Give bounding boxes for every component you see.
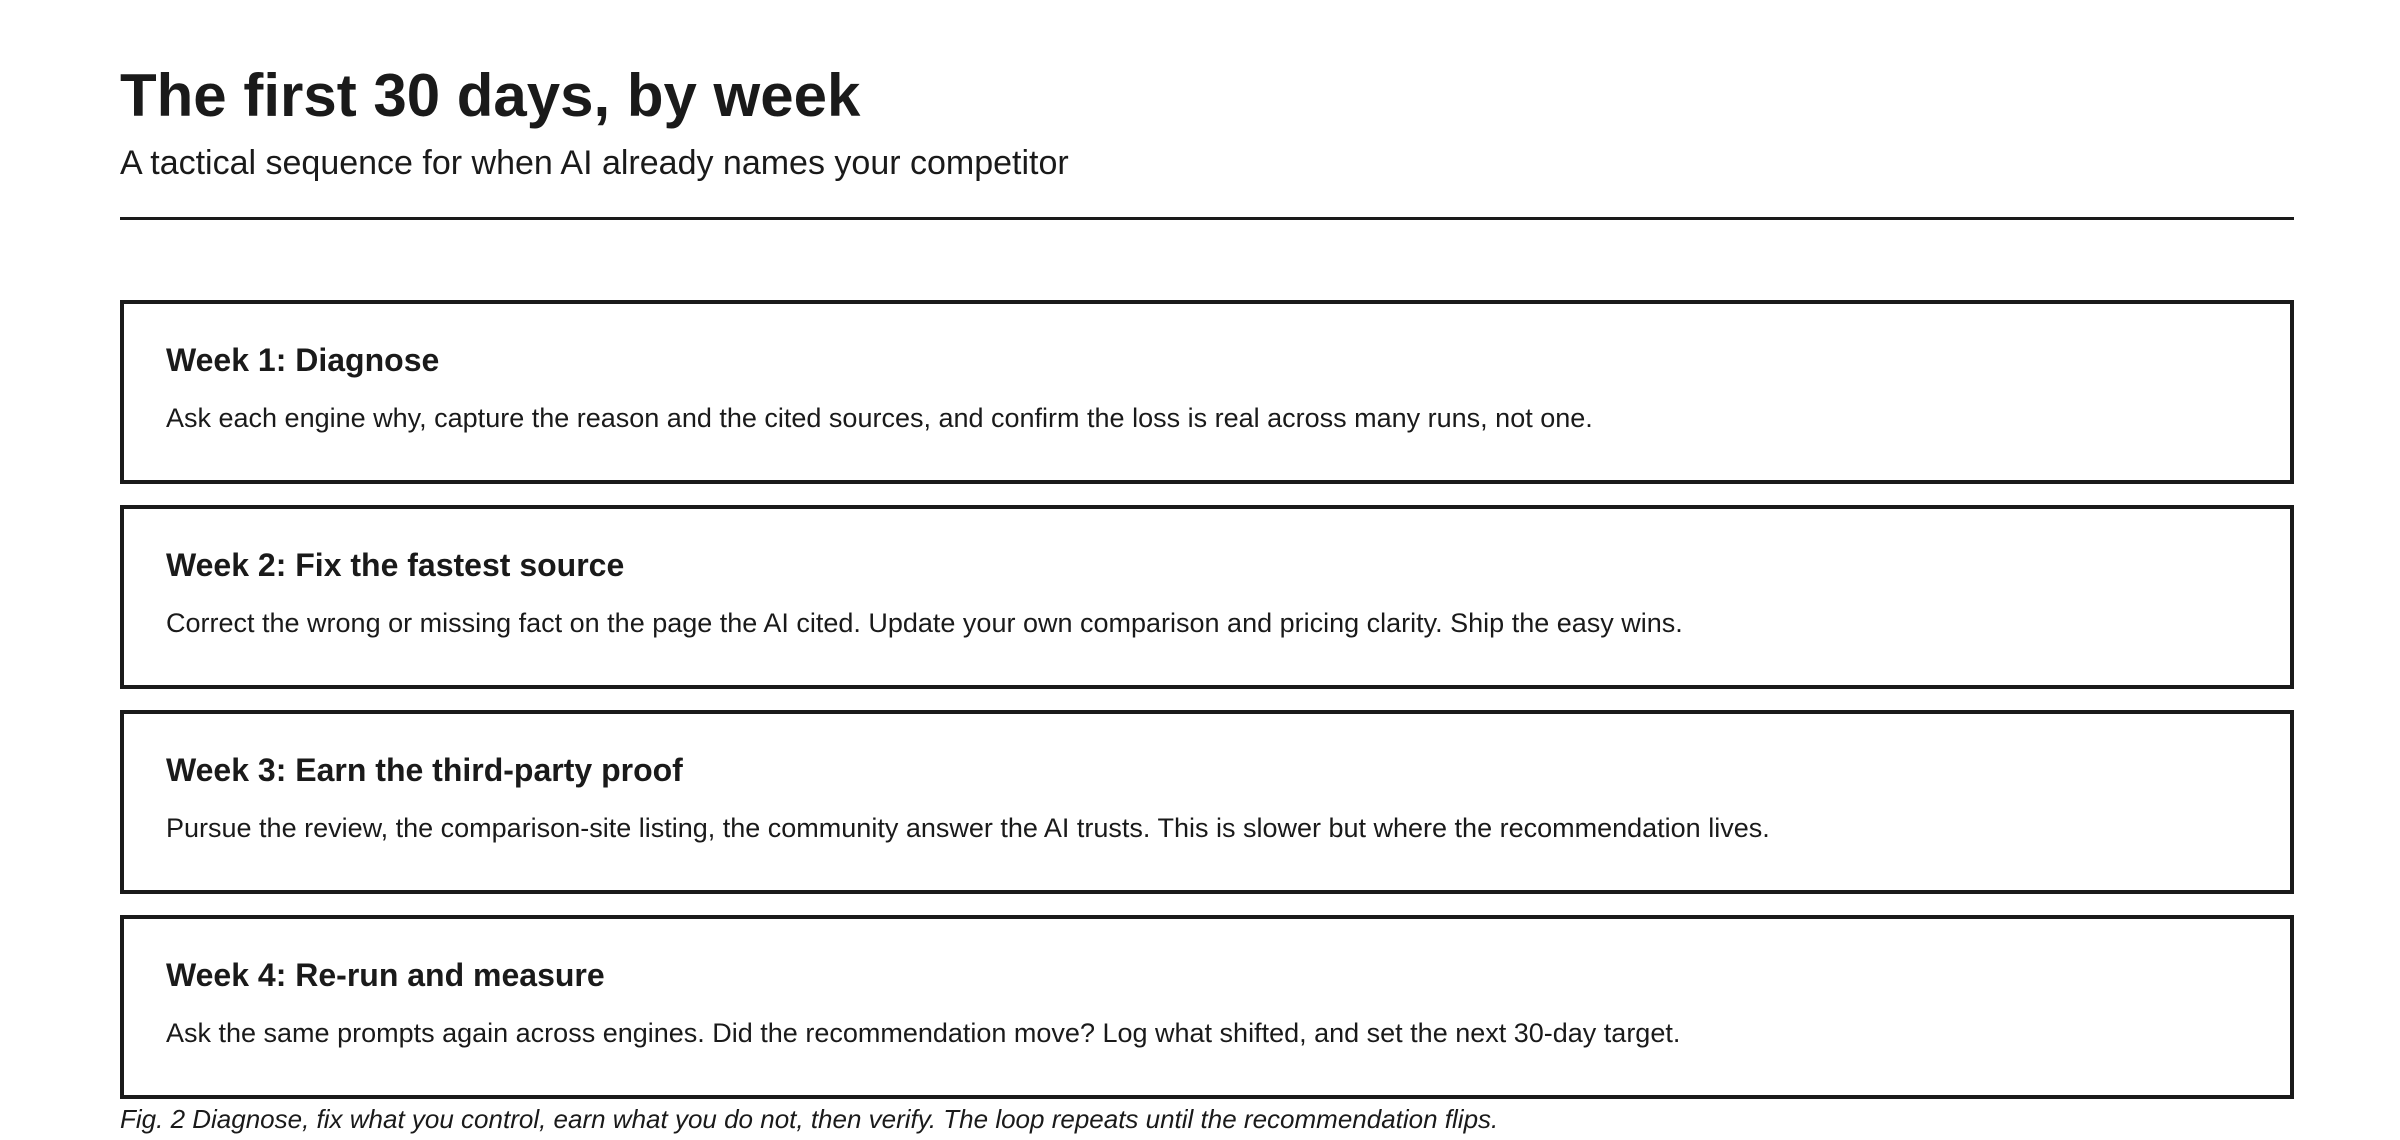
- week-card-3: [120, 710, 2294, 894]
- page-title: The first 30 days, by week: [120, 62, 861, 129]
- week-description: Pursue the review, the comparison-site listing, the community answer the AI trusts. This is slower but where the recommendation lives.: [166, 813, 1770, 843]
- figure-caption: Fig. 2 Diagnose, fix what you control, earn what you do not, then verify. The loop repeats until the recommendation flips.: [120, 1104, 1499, 1134]
- page-subtitle: A tactical sequence for when AI already names your competitor: [120, 144, 1069, 182]
- week-description: Ask the same prompts again across engines. Did the recommendation move? Log what shifted, and set the next 30-day target.: [166, 1018, 1681, 1048]
- week-title: Week 1: Diagnose: [166, 342, 440, 378]
- week-description: Ask each engine why, capture the reason and the cited sources, and confirm the loss is real across many runs, not one.: [166, 403, 1593, 433]
- week-description: Correct the wrong or missing fact on the page the AI cited. Update your own comparison and pricing clarity. Ship the easy wins.: [166, 608, 1683, 638]
- week-title: Week 2: Fix the fastest source: [166, 547, 625, 583]
- week-title: Week 4: Re-run and measure: [166, 957, 605, 993]
- week-title: Week 3: Earn the third-party proof: [166, 752, 683, 788]
- header-divider: [120, 217, 2294, 220]
- week-card-2: [120, 505, 2294, 689]
- week-card-1: [120, 300, 2294, 484]
- week-card-4: [120, 915, 2294, 1099]
